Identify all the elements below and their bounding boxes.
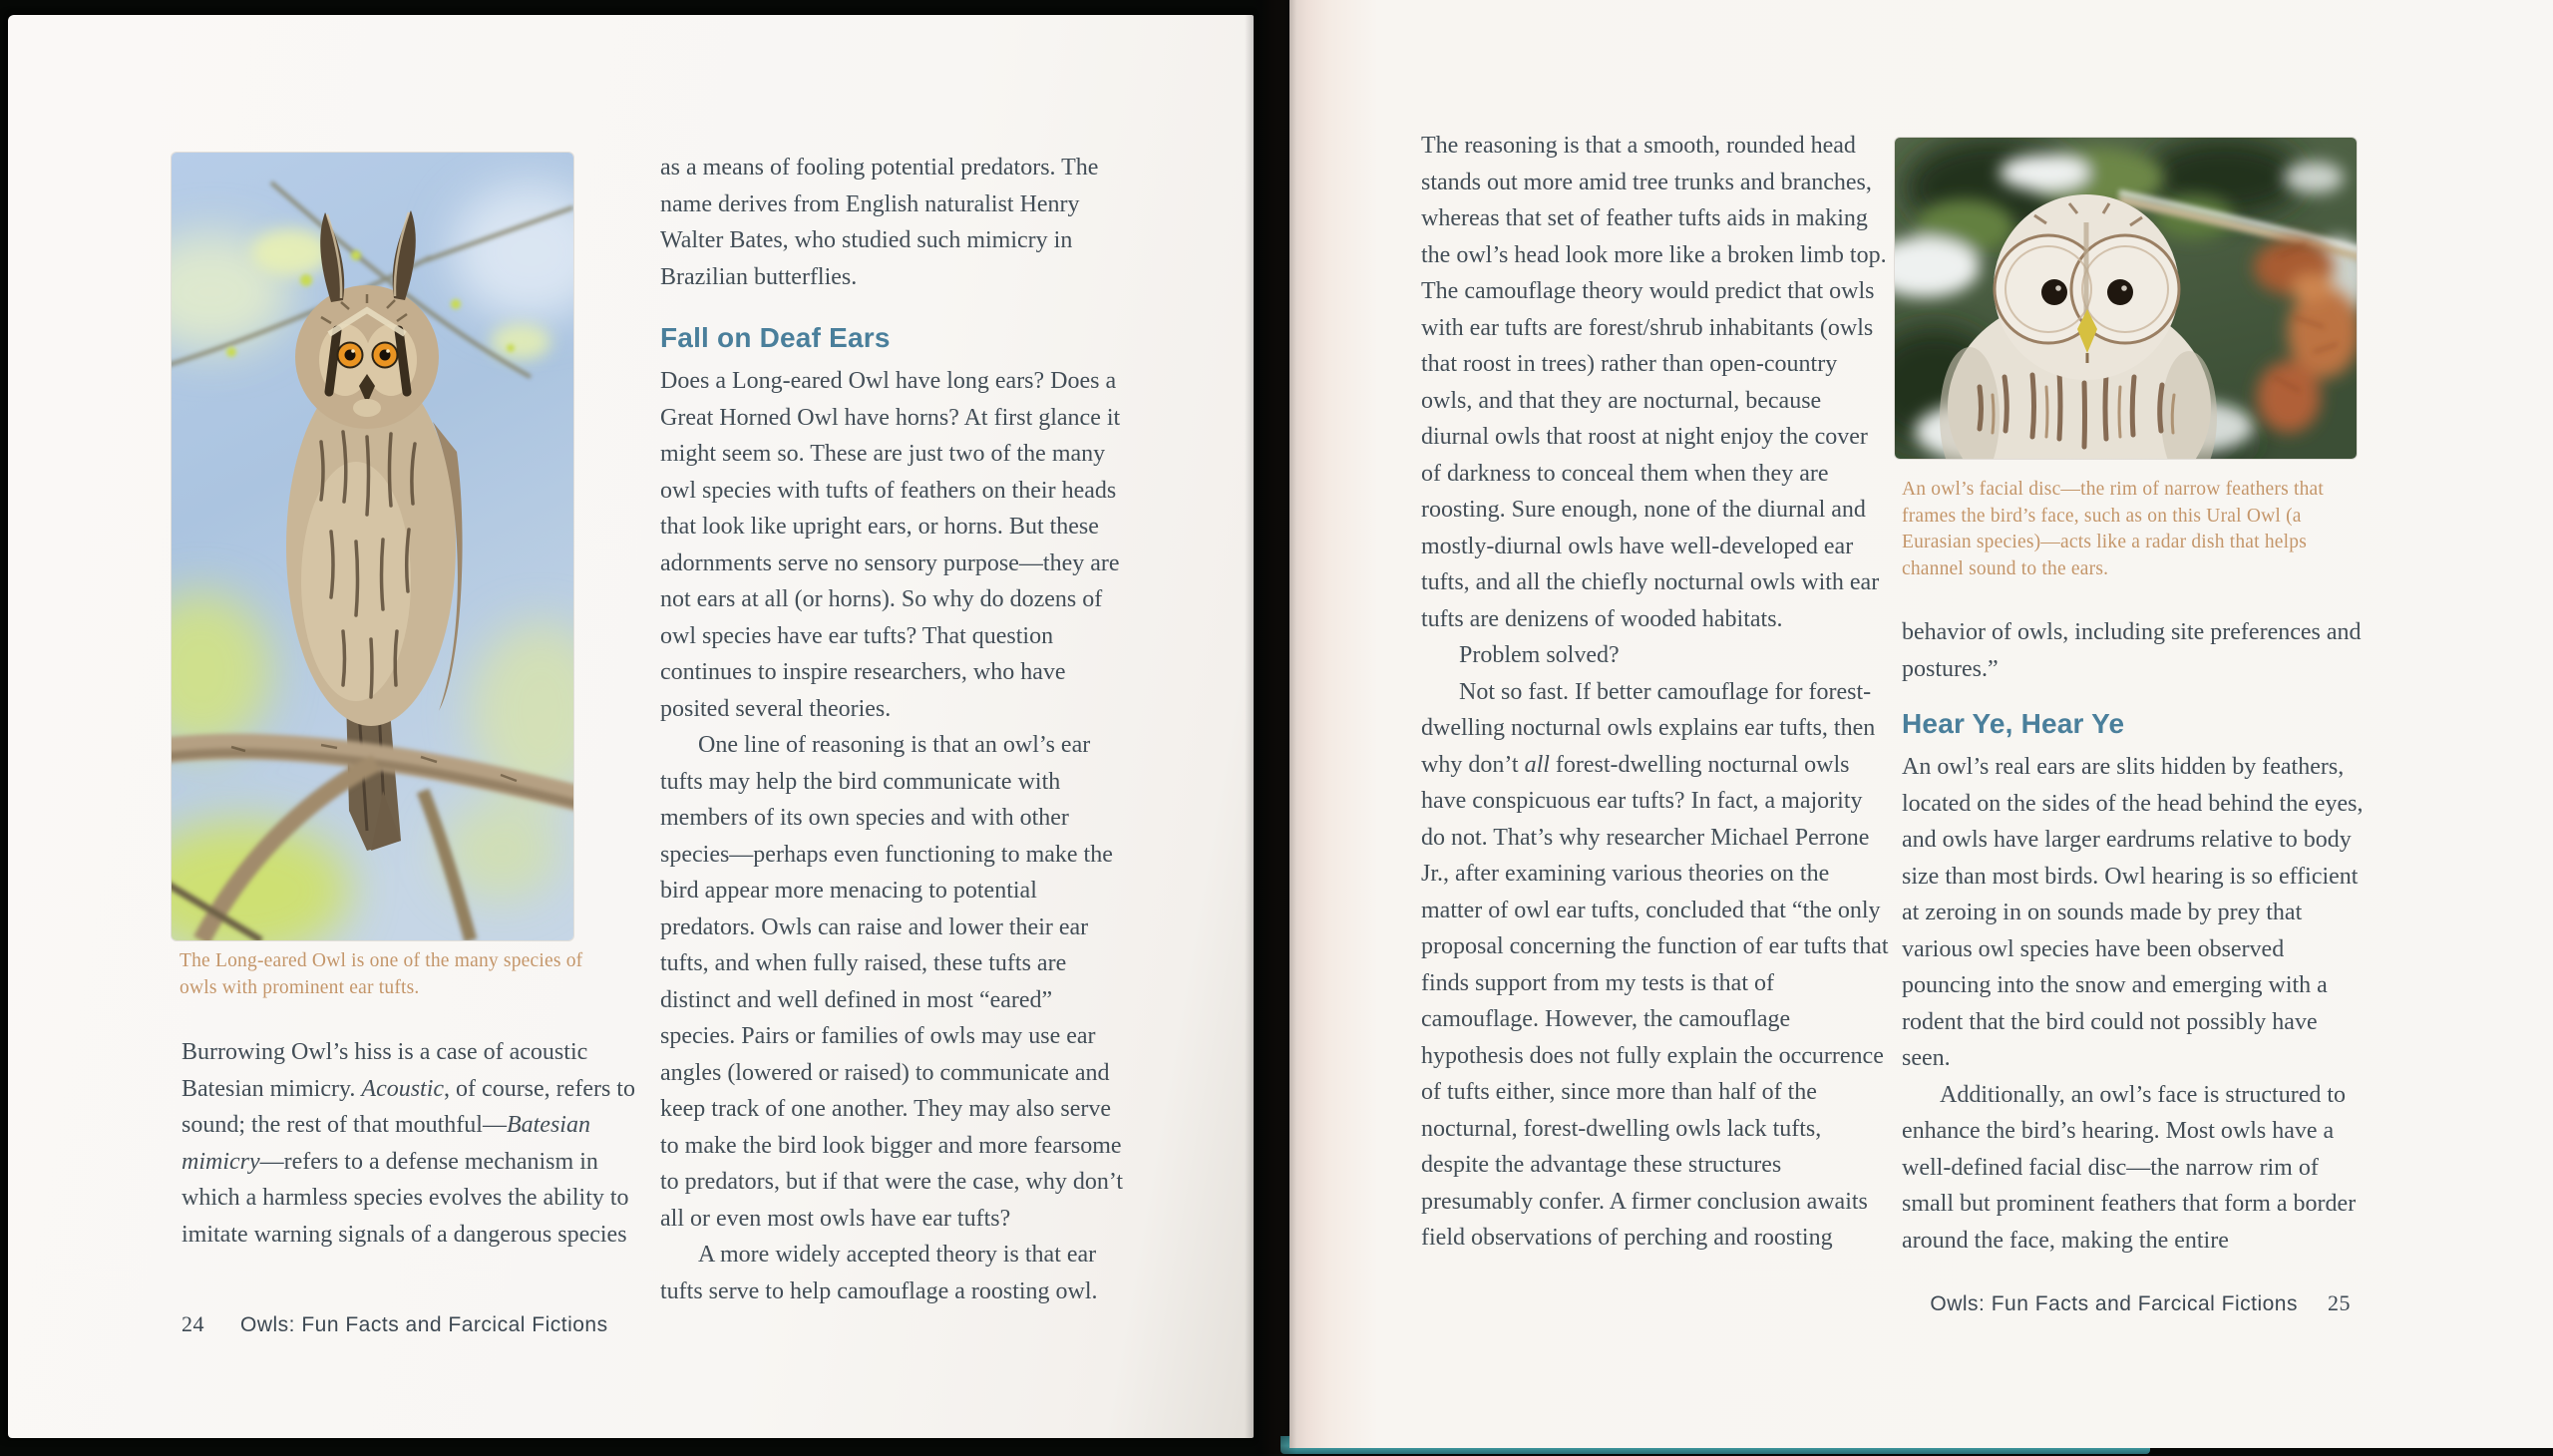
paragraph-perrone-research: Not so fast. If better camouflage for forest-dwelling nocturnal owls explains ear tufts, then why don’t all forest-dwelling nocturnal owls have conspicuous ear tufts? In fact, a majority do not. That’s why researcher Michael Perrone Jr., after examining various theories on the matter of owl ear tufts, concluded that “the only proposal concerning the function of ear tufts that finds support from my tests is that of camouflage. However, the camouflage hypothesis does not fully explain the occurrence of tufts either, since more than half of the nocturnal, forest-dwelling owls lack tufts, despite the advantage these structures presumably confer. A firmer conclusion awaits field observations of perching and roosting: [1421, 678, 1889, 1251]
ural-owl-illustration: [1895, 138, 2357, 459]
paragraph-communication-theory: One line of reasoning is that an owl’s ear tufts may help the bird communicate with members of its own species and with other species—perhaps even functioning to make the bird appear more menacing to potential predators. Owls can raise and lower their ear tufts, and when fully raised, these tufts are distinct and well defined in most “eared” species. Pairs or families of owls may use ear angles (lowered or raised) to communicate and keep track of one another. They may also serve to make the bird look bigger and more fearsome to predators, but if that were the case, why don’t all or even most owls have ear tufts?: [660, 732, 1124, 1232]
paragraph-ear-tufts-question: Does a Long-eared Owl have long ears? Does a Great Horned Owl have horns? At first glance it might seem so. These are just two of the many owl species with tufts of feathers on their heads that look like upright ears, or horns. But these adornments serve no sensory purpose—they are not ears at all (or horns). So why do dozens of owl species have ear tufts? That question continues to inspire researchers, who have posited several theories.: [660, 368, 1121, 722]
page-number-left: 24: [182, 1311, 204, 1336]
running-title-left: Owls: Fun Facts and Farcical Fictions: [240, 1313, 608, 1336]
page-number-right: 25: [2328, 1290, 2351, 1315]
paragraph-batesian-mimicry: Burrowing Owl’s hiss is a case of acoustic Batesian mimicry. Acoustic, of course, refers to sound; the rest of that mouthful—Batesian mimicry—refers to a defense mechanism in which a harmless species evolves the ability to imitate warning signals of a dangerous species: [182, 1039, 635, 1248]
page-right: [1289, 0, 2553, 1448]
section-heading-fall-on-deaf-ears: Fall on Deaf Ears: [660, 322, 891, 353]
right-page-column-1: [1421, 128, 1890, 1257]
right-page-footer: [1882, 1290, 2351, 1316]
paragraph-problem-solved: Problem solved?: [1459, 642, 1620, 668]
left-page-column-1: [182, 1034, 642, 1253]
page-left: [8, 15, 1254, 1438]
long-eared-owl-caption: The Long-eared Owl is one of the many species of owls with prominent ear tufts.: [180, 950, 583, 998]
paragraph-owl-ears: An owl’s real ears are slits hidden by feathers, located on the sides of the head behind the eyes, and owls have larger eardrums relative to body size than most birds. Owl hearing is so efficient at zeroing in on sounds made by prey that various owl species have been observed pouncing into the snow and emerging with a rodent that the bird could not possibly have seen.: [1902, 754, 2364, 1071]
long-eared-owl-photo: [172, 153, 573, 940]
paragraph-camouflage-theory: A more widely accepted theory is that ear tufts serve to help camouflage a roosting owl.: [660, 1242, 1098, 1304]
section-heading-hear-ye: Hear Ye, Hear Ye: [1902, 708, 2125, 739]
paragraph-perrone-quote-end: behavior of owls, including site preferences and postures.”: [1902, 619, 2362, 682]
ural-owl-caption: An owl’s facial disc—the rim of narrow feathers that frames the bird’s face, such as on this Ural Owl (a Eurasian species)—acts like a radar dish that helps channel sound to the ears.: [1902, 479, 2325, 579]
right-page-column-2: [1902, 614, 2371, 1259]
long-eared-owl-illustration: [172, 153, 573, 940]
ural-owl-photo: [1895, 138, 2357, 459]
running-title-right: Owls: Fun Facts and Farcical Fictions: [1930, 1292, 2298, 1315]
paragraph-camouflage-reasoning: The reasoning is that a smooth, rounded head stands out more amid tree trunks and branches, whereas that set of feather tufts aids in making the owl’s head look more like a broken limb top. The camouflage theory would predict that owls with ear tufts are forest/shrub inhabitants (owls that roost in trees) rather than open-country owls, and that they are nocturnal, because diurnal owls that roost at night enjoy the cover of darkness to conceal them when they are roosting. Sure enough, none of the diurnal and mostly-diurnal owls have well-developed ear tufts, and all the chiefly nocturnal owls with ear tufts are denizens of wooded habitats.: [1421, 133, 1887, 632]
paragraph-facial-disc: Additionally, an owl’s face is structured to enhance the bird’s hearing. Most owls have a well-defined facial disc—the narrow rim of small but prominent feathers that form a border around the face, making the entire: [1902, 1081, 2357, 1254]
left-page-column-2: [660, 150, 1131, 1309]
left-page-footer: [182, 1311, 608, 1337]
paragraph-bates-naturalist: as a means of fooling potential predators. The name derives from English naturalist Henry Walter Bates, who studied such mimicry in Brazilian butterflies.: [660, 155, 1099, 290]
